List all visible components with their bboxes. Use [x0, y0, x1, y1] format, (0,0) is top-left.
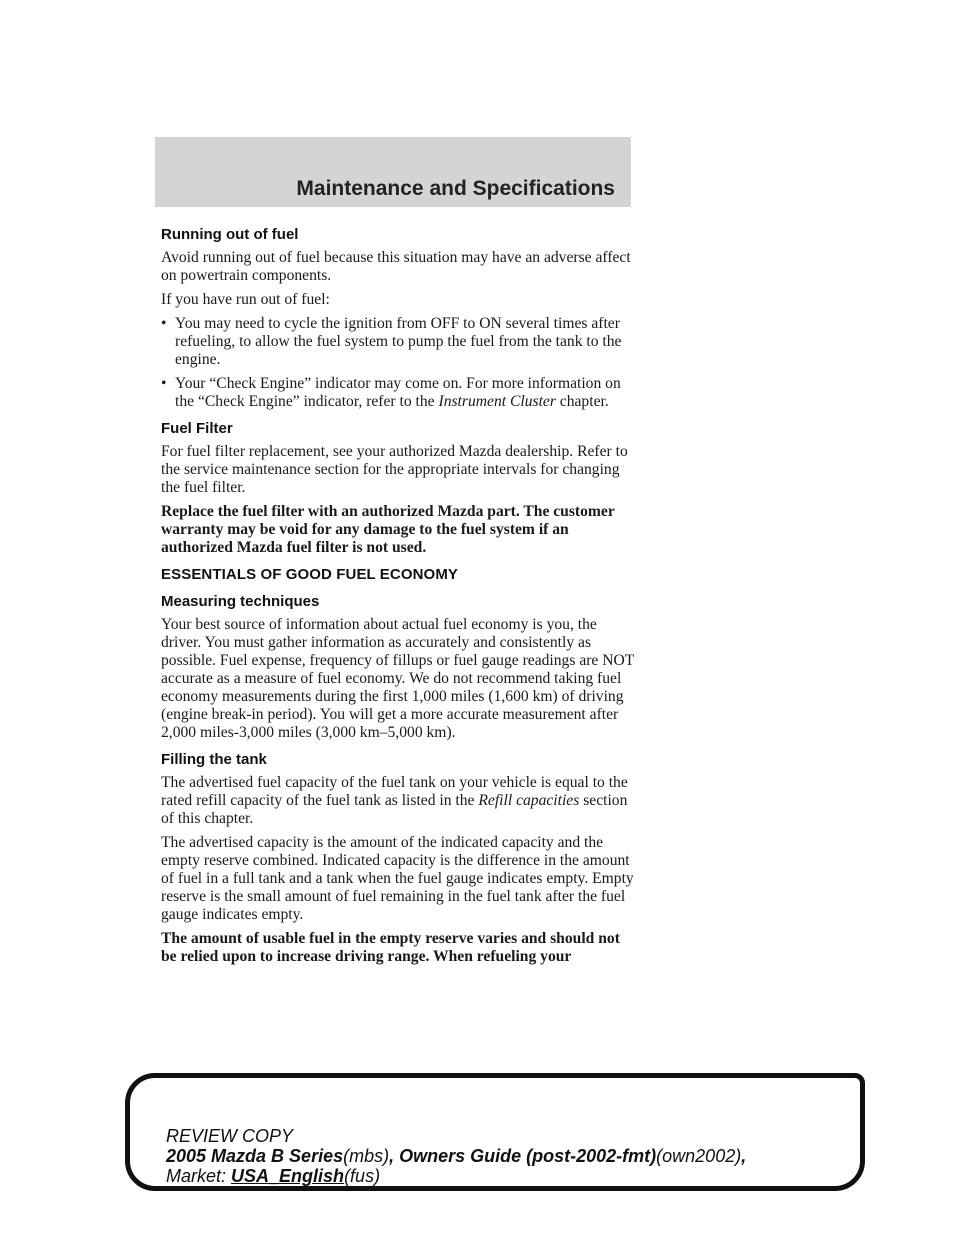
model-name: 2005 Mazda B Series	[166, 1146, 344, 1166]
section-essentials	[161, 566, 639, 584]
paragraph: For fuel filter replacement, see your authorized Mazda dealership. Refer to the service maintenance section for the appropriate intervals for changing the fuel filter.	[161, 443, 628, 496]
paragraph: The advertised capacity is the amount of the indicated capacity and the empty reserve combined. Indicated capacity is the difference in the amount of fuel in a full tank and a tank when the fuel gauge indicates empty. Empty reserve is the small amount of fuel remaining in the fuel tank after the fuel gauge indicates empty.	[161, 834, 634, 923]
section-filling-the-tank	[161, 751, 639, 966]
chapter-reference-instrument-cluster: Instrument Cluster	[438, 393, 556, 410]
review-copy-label: REVIEW COPY	[166, 1126, 294, 1146]
heading-measuring-techniques: Measuring techniques	[161, 593, 320, 610]
market-label: Market:	[166, 1166, 227, 1186]
page-header-title: Maintenance and Specifications	[296, 177, 615, 200]
heading-running-out-of-fuel: Running out of fuel	[161, 226, 299, 243]
bullet-icon: •	[161, 315, 167, 332]
header-band	[155, 137, 631, 207]
paragraph-text: The advertised fuel capacity of the fuel tank on your vehicle is equal to the rated refill capacity of the fuel tank as listed in the	[161, 774, 628, 809]
list-item-text: Your “Check Engine” indicator may come on. For more information on the “Check Engine” indicator, refer to the	[175, 375, 621, 410]
list-item	[161, 375, 639, 411]
bullet-list	[161, 315, 639, 411]
page-content	[161, 226, 639, 972]
guide-code: (own2002)	[656, 1146, 742, 1166]
section-fuel-filter	[161, 420, 639, 557]
heading-essentials-of-good-fuel-economy: ESSENTIALS OF GOOD FUEL ECONOMY	[161, 566, 459, 583]
separator: ,	[741, 1146, 747, 1166]
section-reference-refill-capacities: Refill capacities	[478, 792, 580, 809]
paragraph: If you have run out of fuel:	[161, 291, 330, 308]
list-item-text: You may need to cycle the ignition from OFF to ON several times after refueling, to allow the fuel system to pump the fuel from the tank to the engine.	[175, 315, 622, 368]
guide-name: , Owners Guide (post-2002-fmt)	[389, 1146, 657, 1166]
list-item	[161, 315, 639, 369]
paragraph	[161, 774, 639, 828]
model-code: (mbs)	[343, 1146, 390, 1166]
section-running-out-of-fuel	[161, 226, 639, 411]
paragraph-text: section of this chapter.	[161, 792, 628, 827]
heading-filling-the-tank: Filling the tank	[161, 751, 267, 768]
market-code: (fus)	[344, 1166, 381, 1186]
list-item-text: chapter.	[559, 393, 609, 410]
paragraph: Your best source of information about actual fuel economy is you, the driver. You must gather information as accurately and consistently as possible. Fuel expense, frequency of fillups or fuel gauge readings are NOT accurate as a measure of fuel economy. We do not recommend taking fuel economy measurements during the first 1,000 miles (1,600 km) of driving (engine break-in period). You will get a more accurate measurement after 2,000 miles-3,000 miles (3,000 km–5,000 km).	[161, 616, 635, 741]
market-value: USA_English	[231, 1166, 345, 1186]
warning-paragraph: Replace the fuel filter with an authorized Mazda part. The customer warranty may be void for any damage to the fuel system if an authorized Mazda fuel filter is not used.	[161, 503, 615, 556]
review-copy-text	[166, 1126, 746, 1186]
warning-paragraph: The amount of usable fuel in the empty reserve varies and should not be relied upon to increase driving range. When refueling your	[161, 930, 620, 965]
bullet-icon: •	[161, 375, 167, 392]
review-copy-market-line	[166, 1166, 746, 1186]
review-copy-model-line	[166, 1146, 746, 1166]
paragraph: Avoid running out of fuel because this situation may have an adverse affect on powertrain components.	[161, 249, 631, 284]
heading-fuel-filter: Fuel Filter	[161, 420, 233, 437]
section-measuring-techniques	[161, 593, 639, 742]
review-copy-box	[125, 1073, 865, 1191]
